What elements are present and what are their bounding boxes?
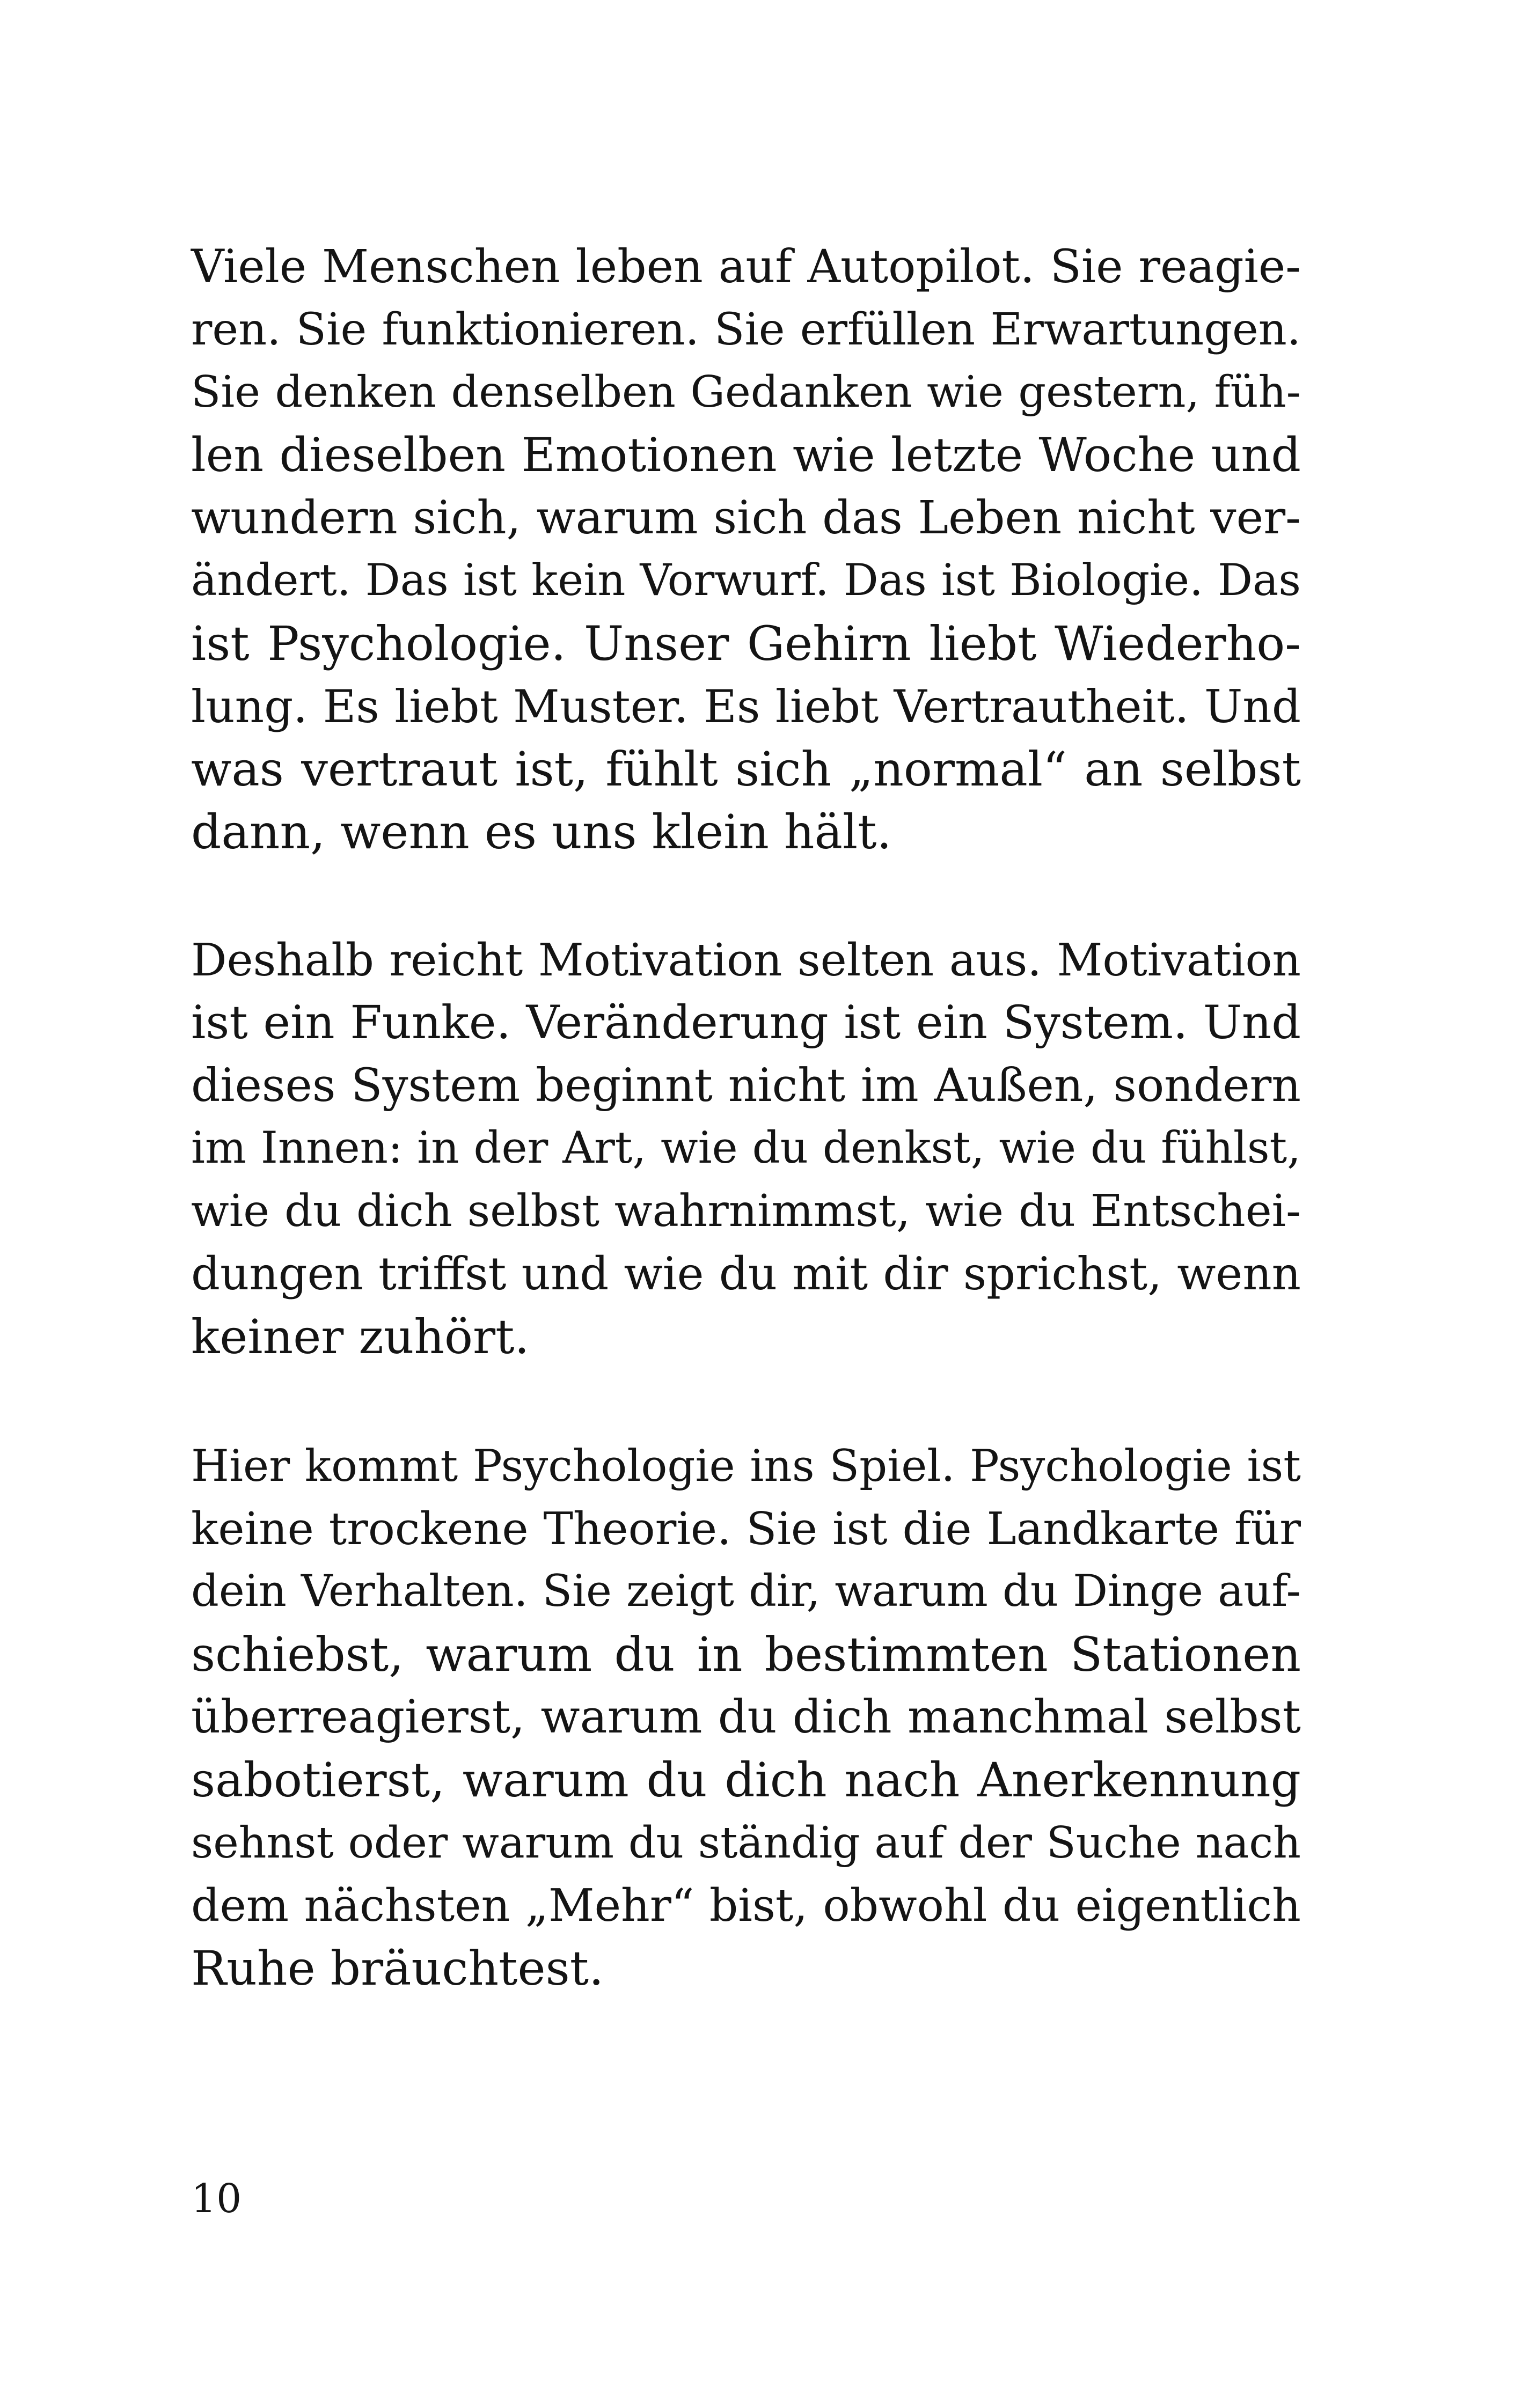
- text-line: Hier kommt Psychologie ins Spiel. Psychologie ist: [191, 1441, 1301, 1492]
- text-line: überreagierst, warum du dich manchmal selbst: [191, 1691, 1301, 1744]
- paragraph-autopilot: [191, 236, 1301, 863]
- text-line: sehnst oder warum du ständig auf der Suche nach: [191, 1817, 1301, 1868]
- text-line: dieses System beginnt nicht im Außen, sondern: [191, 1059, 1301, 1112]
- paragraph-psychologie: [191, 1435, 1301, 2000]
- text-line: wundern sich, warum sich das Leben nicht ver-: [191, 491, 1301, 545]
- text-line: len dieselben Emotionen wie letzte Woche und: [191, 428, 1301, 482]
- text-line: lung. Es liebt Muster. Es liebt Vertrautheit. Und: [191, 680, 1301, 733]
- text-line: Deshalb reicht Motivation selten aus. Motivation: [191, 934, 1301, 986]
- text-line: keine trockene Theorie. Sie ist die Landkarte für: [191, 1503, 1301, 1555]
- text-line: ändert. Das ist kein Vorwurf. Das ist Biologie. Das: [191, 555, 1301, 606]
- text-line: sabotierst, warum du dich nach Anerkennung: [191, 1752, 1301, 1808]
- text-line: Sie denken denselben Gedanken wie gestern, füh-: [191, 367, 1301, 417]
- text-line: was vertraut ist, fühlt sich „normal“ an selbst: [191, 742, 1301, 797]
- paragraph-motivation: [191, 929, 1301, 1368]
- page-number: 10: [191, 2176, 242, 2222]
- text-line: schiebst, warum du in bestimmten Stationen: [191, 1627, 1301, 1682]
- text-line: Viele Menschen leben auf Autopilot. Sie reagie-: [191, 240, 1301, 293]
- text-line: dem nächsten „Mehr“ bist, obwohl du eigentlich: [191, 1879, 1301, 1932]
- text-line: keiner zuhört.: [191, 1309, 530, 1364]
- text-line: dann, wenn es uns klein hält.: [191, 804, 892, 860]
- text-line: ist ein Funke. Veränderung ist ein System. Und: [191, 996, 1301, 1049]
- text-line: wie du dich selbst wahrnimmst, wie du Entschei-: [191, 1185, 1301, 1237]
- text-line: im Innen: in der Art, wie du denkst, wie du fühlst,: [191, 1123, 1301, 1173]
- text-line: Ruhe bräuchtest.: [191, 1941, 604, 1996]
- text-line: ist Psychologie. Unser Gehirn liebt Wiederho-: [191, 616, 1301, 671]
- text-line: dungen triffst und wie du mit dir sprichst, wenn: [191, 1247, 1301, 1300]
- text-line: dein Verhalten. Sie zeigt dir, warum du Dinge auf-: [191, 1566, 1301, 1617]
- text-line: ren. Sie funktionieren. Sie erfüllen Erwartungen.: [191, 304, 1301, 355]
